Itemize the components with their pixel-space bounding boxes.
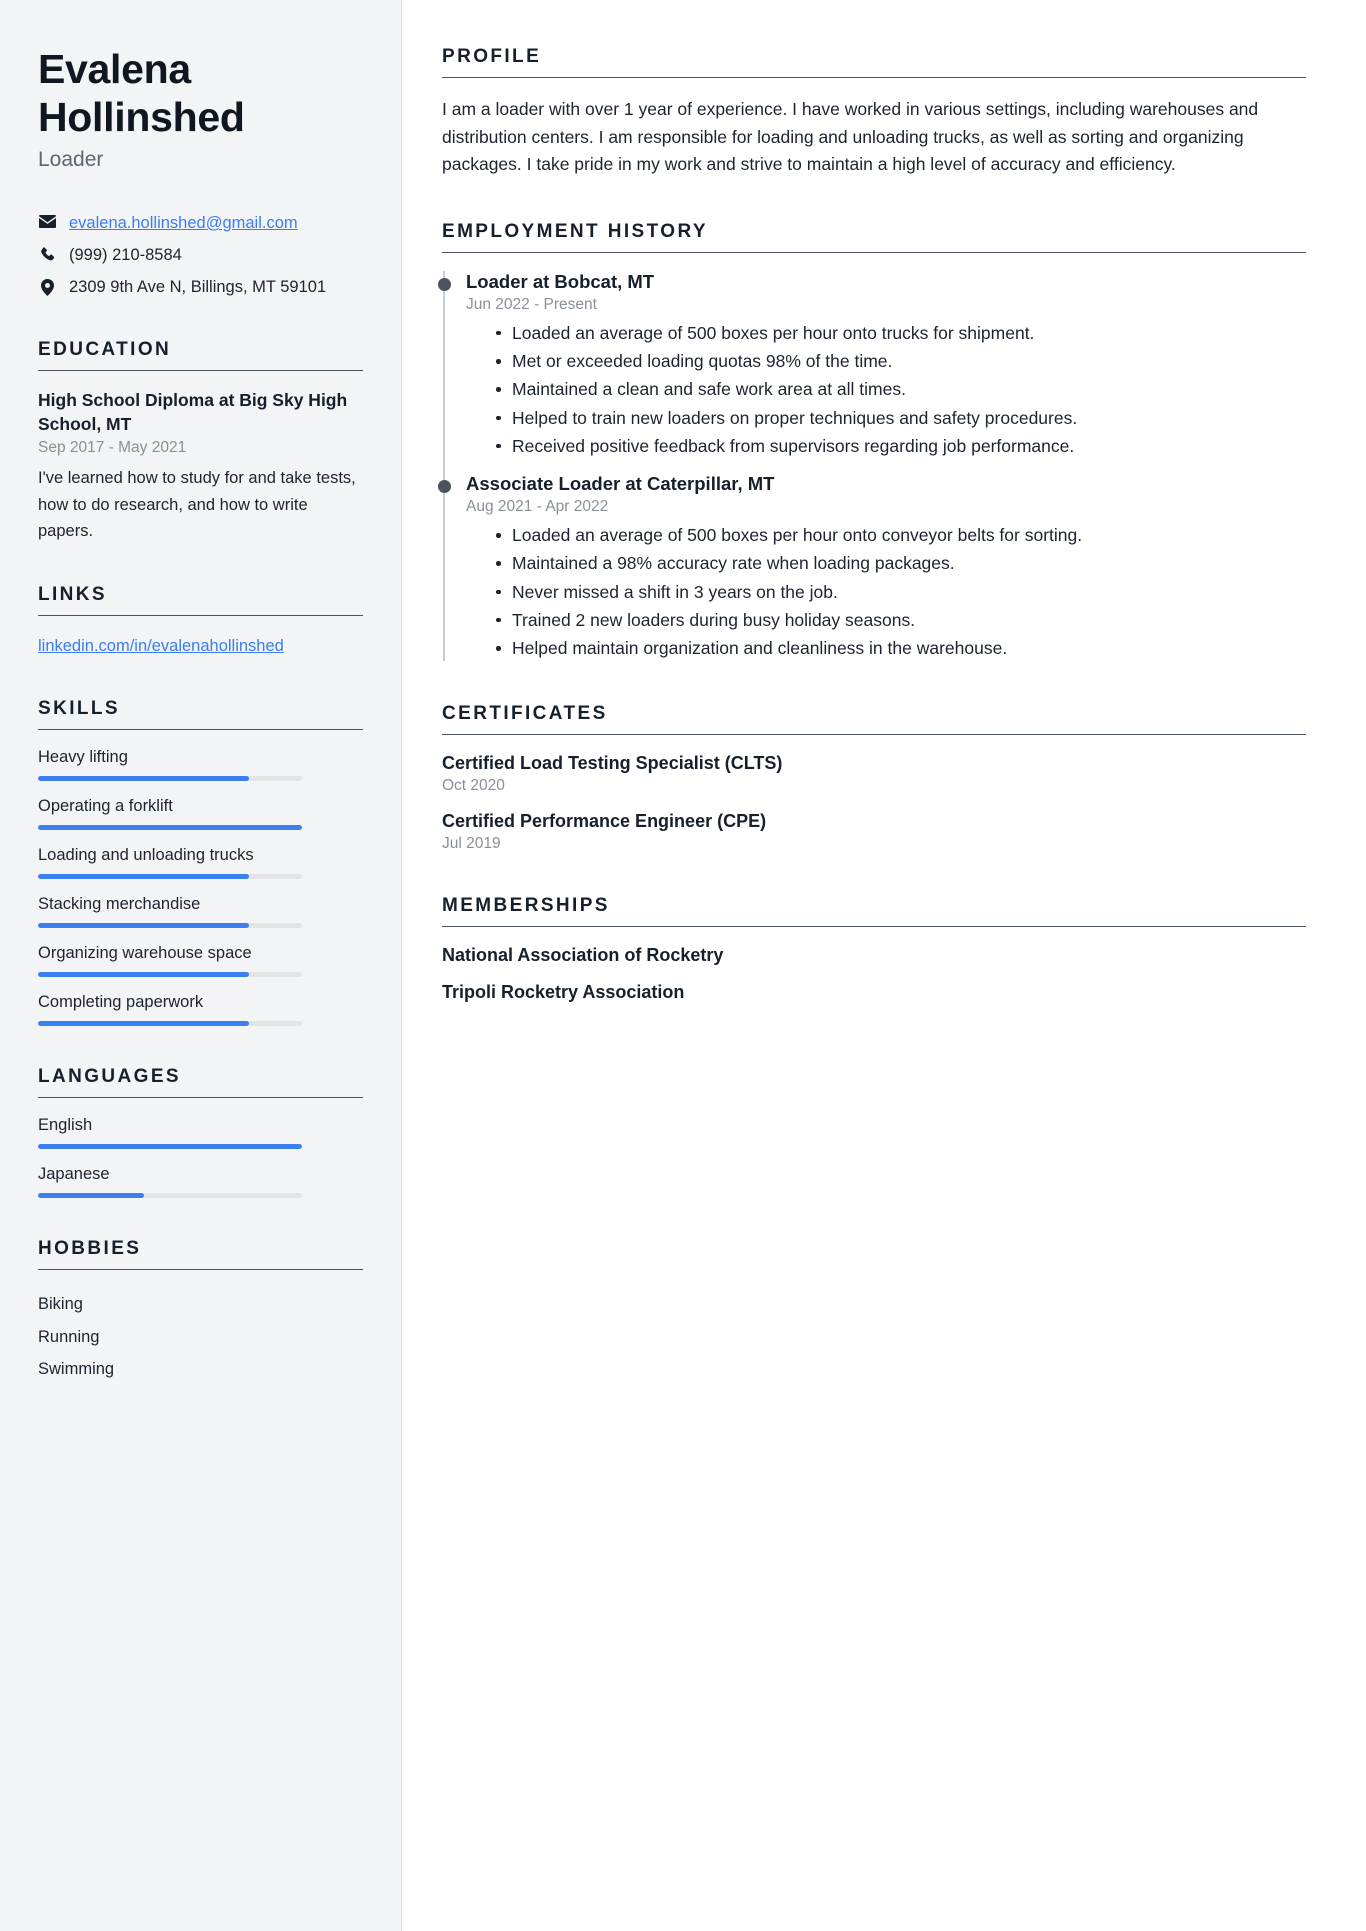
section-languages bbox=[38, 1066, 363, 1198]
language-label: Japanese bbox=[38, 1165, 110, 1184]
profile-heading: PROFILE bbox=[442, 46, 1306, 78]
certificate-name: Certified Performance Engineer (CPE) bbox=[442, 811, 767, 832]
certificate-date: Oct 2020 bbox=[442, 777, 505, 795]
employment-bullet: Loaded an average of 500 boxes per hour onto trucks for shipment. bbox=[496, 320, 1306, 346]
timeline-dot-icon bbox=[438, 480, 451, 493]
certificate-date: Jul 2019 bbox=[442, 835, 501, 853]
skill-label: Operating a forklift bbox=[38, 797, 173, 816]
skill-level-track bbox=[38, 1021, 302, 1026]
skill-label: Stacking merchandise bbox=[38, 895, 201, 914]
membership-entry: Tripoli Rocketry Association bbox=[442, 982, 685, 1003]
links-list bbox=[38, 634, 363, 659]
full-name bbox=[38, 46, 363, 142]
contact-address-row bbox=[38, 276, 363, 299]
skill-item bbox=[38, 993, 363, 1026]
employment-bullet: Never missed a shift in 3 years on the job. bbox=[496, 579, 1306, 605]
link-item-linkedin[interactable]: linkedin.com/in/evalenahollinshed bbox=[38, 636, 284, 655]
skill-level-fill bbox=[38, 1021, 249, 1026]
skill-item bbox=[38, 895, 363, 928]
skill-item bbox=[38, 748, 363, 781]
section-hobbies bbox=[38, 1238, 363, 1385]
education-heading: EDUCATION bbox=[38, 339, 363, 371]
language-level-track bbox=[38, 1193, 302, 1198]
address-value: 2309 9th Ave N, Billings, MT 59101 bbox=[69, 278, 327, 297]
certificate-name: Certified Load Testing Specialist (CLTS) bbox=[442, 753, 783, 774]
skill-label: Heavy lifting bbox=[38, 748, 128, 767]
employment-title: Loader at Bobcat, MT bbox=[466, 270, 655, 292]
employment-heading: EMPLOYMENT HISTORY bbox=[442, 221, 1306, 253]
employment-bullet: Met or exceeded loading quotas 98% of the time. bbox=[496, 348, 1306, 374]
employment-timeline bbox=[442, 271, 1306, 662]
employment-bullet: Helped maintain organization and cleanliness in the warehouse. bbox=[496, 635, 1306, 661]
skill-level-track bbox=[38, 923, 302, 928]
skill-level-track bbox=[38, 776, 302, 781]
skill-item bbox=[38, 797, 363, 830]
skill-item bbox=[38, 846, 363, 879]
links-heading: LINKS bbox=[38, 584, 363, 616]
employment-bullet: Maintained a clean and safe work area at all times. bbox=[496, 376, 1306, 402]
skill-level-fill bbox=[38, 972, 249, 977]
education-entry bbox=[38, 389, 363, 543]
skill-level-track bbox=[38, 972, 302, 977]
hobbies-heading: HOBBIES bbox=[38, 1238, 363, 1270]
contact-phone-row bbox=[38, 244, 363, 267]
timeline-dot-icon bbox=[438, 278, 451, 291]
language-item bbox=[38, 1165, 363, 1198]
skill-level-fill bbox=[38, 923, 249, 928]
education-description: I've learned how to study for and take tests, how to do research, and how to write papers. bbox=[38, 469, 356, 540]
profile-text: I am a loader with over 1 year of experience. I have worked in various settings, including warehouses and distribution centers. I am responsible for loading and unloading trucks, as well as sorting and organizing packages. I take pride in my work and strive to maintain a high level of accuracy and efficiency. bbox=[442, 99, 1259, 175]
certificate-entry bbox=[442, 811, 1306, 853]
employment-bullets bbox=[466, 320, 1306, 459]
skill-level-fill bbox=[38, 825, 302, 830]
employment-bullet: Helped to train new loaders on proper techniques and safety procedures. bbox=[496, 405, 1306, 431]
section-employment-history bbox=[442, 221, 1306, 662]
skill-level-fill bbox=[38, 874, 249, 879]
contact-list bbox=[38, 212, 363, 299]
skill-level-track bbox=[38, 825, 302, 830]
section-education bbox=[38, 339, 363, 543]
contact-email-row[interactable] bbox=[38, 212, 363, 235]
employment-title: Associate Loader at Caterpillar, MT bbox=[466, 473, 775, 495]
email-link[interactable]: evalena.hollinshed@gmail.com bbox=[69, 213, 298, 232]
skill-label: Organizing warehouse space bbox=[38, 944, 252, 963]
skills-heading: SKILLS bbox=[38, 698, 363, 730]
job-title: Loader bbox=[38, 147, 104, 171]
employment-bullets bbox=[466, 522, 1306, 661]
section-skills bbox=[38, 698, 363, 1026]
memberships-heading: MEMBERSHIPS bbox=[442, 895, 1306, 927]
employment-date: Jun 2022 - Present bbox=[466, 295, 597, 313]
language-label: English bbox=[38, 1116, 93, 1135]
employment-bullet: Received positive feedback from supervisors regarding job performance. bbox=[496, 433, 1306, 459]
last-name: Hollinshed bbox=[38, 93, 245, 140]
certificates-heading: CERTIFICATES bbox=[442, 703, 1306, 735]
language-item bbox=[38, 1116, 363, 1149]
language-level-track bbox=[38, 1144, 302, 1149]
skill-label: Loading and unloading trucks bbox=[38, 846, 254, 865]
skill-level-track bbox=[38, 874, 302, 879]
employment-bullet: Loaded an average of 500 boxes per hour onto conveyor belts for sorting. bbox=[496, 522, 1306, 548]
employment-entry bbox=[466, 473, 1306, 661]
skill-label: Completing paperwork bbox=[38, 993, 204, 1012]
sidebar bbox=[0, 0, 402, 1931]
phone-icon bbox=[38, 244, 57, 263]
skill-level-fill bbox=[38, 776, 249, 781]
name-block bbox=[38, 46, 363, 172]
education-degree: High School Diploma at Big Sky High School, MT bbox=[38, 390, 348, 434]
main-content bbox=[402, 0, 1366, 1931]
membership-entry: National Association of Rocketry bbox=[442, 945, 724, 966]
language-level-fill bbox=[38, 1193, 144, 1198]
hobby-item: Running bbox=[38, 1327, 100, 1346]
first-name: Evalena bbox=[38, 46, 191, 92]
skill-item bbox=[38, 944, 363, 977]
hobby-item: Biking bbox=[38, 1295, 83, 1314]
employment-bullet: Maintained a 98% accuracy rate when loading packages. bbox=[496, 550, 1306, 576]
language-level-fill bbox=[38, 1144, 302, 1149]
employment-entry bbox=[466, 271, 1306, 459]
section-memberships bbox=[442, 895, 1306, 1003]
section-certificates bbox=[442, 703, 1306, 853]
languages-heading: LANGUAGES bbox=[38, 1066, 363, 1098]
education-date: Sep 2017 - May 2021 bbox=[38, 439, 187, 457]
hobby-item: Swimming bbox=[38, 1359, 115, 1378]
envelope-icon bbox=[38, 212, 57, 228]
section-profile bbox=[442, 46, 1306, 179]
section-links bbox=[38, 584, 363, 659]
certificate-entry bbox=[442, 753, 1306, 795]
location-pin-icon bbox=[38, 276, 57, 296]
employment-bullet: Trained 2 new loaders during busy holiday seasons. bbox=[496, 607, 1306, 633]
phone-value: (999) 210-8584 bbox=[69, 246, 182, 265]
employment-date: Aug 2021 - Apr 2022 bbox=[466, 498, 609, 516]
